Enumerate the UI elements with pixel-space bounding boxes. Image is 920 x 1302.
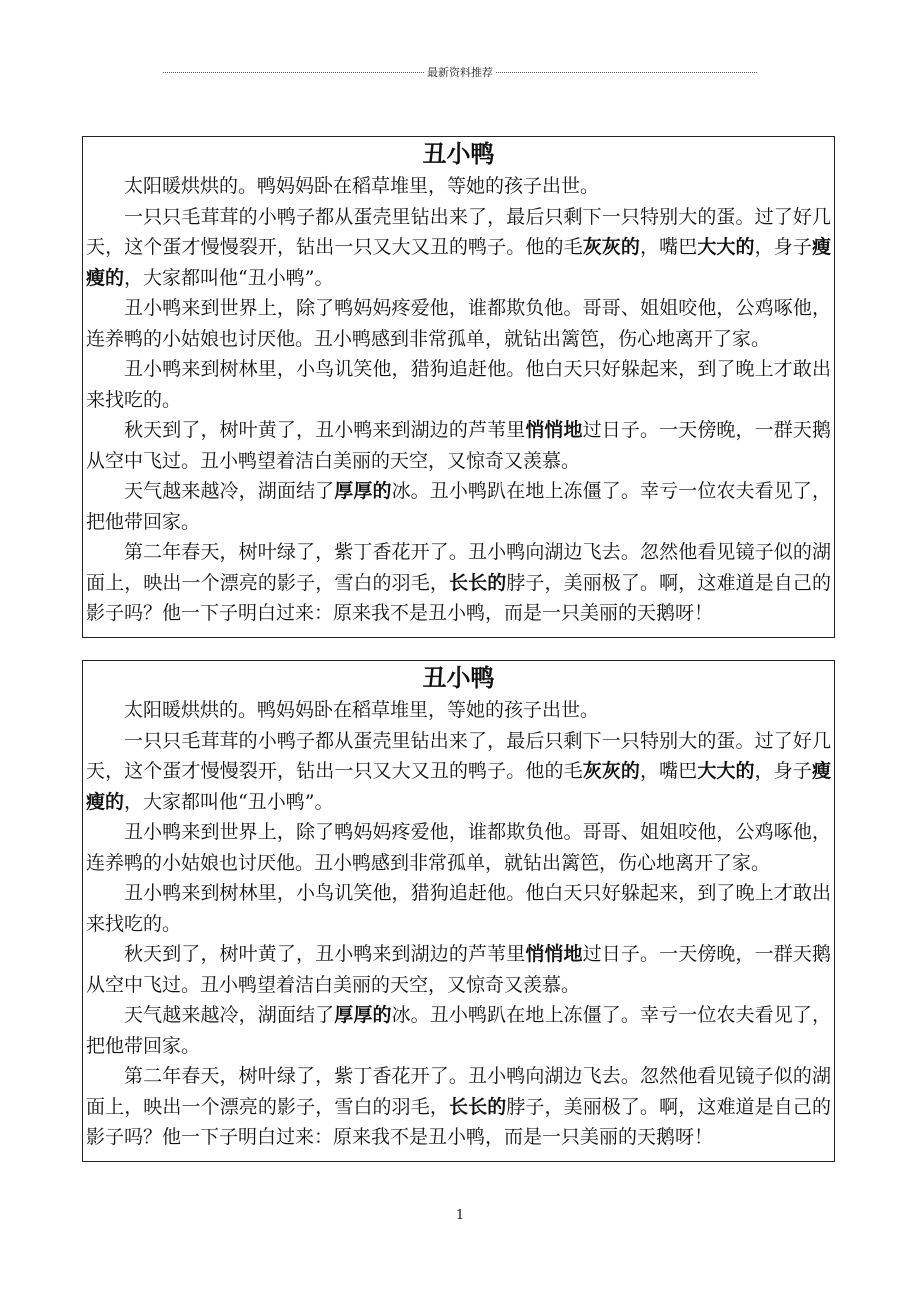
paragraph-text: 第二年春天，树叶绿了，紫丁香花开了。丑小鸭向湖边飞去。忽然他看见镜子似的湖面上，映出一个漂亮的影子，雪白的羽毛， bbox=[86, 541, 831, 594]
paragraph-text: ，身子 bbox=[754, 236, 812, 258]
emphasis-text: 长长的 bbox=[448, 571, 507, 594]
story-paragraph bbox=[86, 1000, 831, 1061]
emphasis-text: 瘦瘦的 bbox=[86, 760, 831, 813]
paragraph-text: 一只只毛茸茸的小鸭子都从蛋壳里钻出来了，最后只剩下一只特别大的蛋。过了好几天，这个蛋才慢慢裂开，钻出一只又大又丑的鸭子。他的毛 bbox=[86, 205, 831, 258]
paragraph-text: 天气越来越冷，湖面结了 bbox=[124, 480, 335, 502]
paragraph-text: 丑小鸭来到树林里，小鸟讥笑他，猎狗追赶他。他白天只好躲起来，到了晚上才敢出来找吃的。 bbox=[86, 882, 831, 935]
paragraph-text: 天气越来越冷，湖面结了 bbox=[124, 1004, 335, 1026]
emphasis-text: 悄悄地 bbox=[525, 419, 583, 441]
emphasis-text: 长长的 bbox=[448, 1095, 507, 1118]
story-paragraph bbox=[86, 415, 831, 476]
paragraph-text: 过日子。一天傍晚，一群天鹅从空中飞过。丑小鸭望着洁白美丽的天空，又惊奇又羡慕。 bbox=[86, 419, 831, 472]
paragraph-text: ，大家都叫他“丑小鸭”。 bbox=[124, 266, 334, 289]
paragraph-text: 过日子。一天傍晚，一群天鹅从空中飞过。丑小鸭望着洁白美丽的天空，又惊奇又羡慕。 bbox=[86, 943, 831, 996]
story-title: 丑小鸭 bbox=[422, 140, 495, 168]
story-paragraph bbox=[86, 476, 831, 537]
emphasis-text: 灰灰的 bbox=[582, 760, 640, 782]
emphasis-text: 大大的 bbox=[697, 760, 755, 782]
story-paragraph bbox=[86, 202, 831, 294]
story-paragraph bbox=[86, 1061, 831, 1153]
emphasis-text: 大大的 bbox=[697, 236, 755, 258]
paragraph-text: 脖子，美丽极了。啊，这难道是自己的影子吗？他一下子明白过来：原来我不是丑小鸭，而是一只美丽的天鹅呀！ bbox=[86, 571, 831, 624]
paragraph-text: 秋天到了，树叶黄了，丑小鸭来到湖边的芦苇里 bbox=[124, 419, 526, 441]
paragraph-text: 脖子，美丽极了。啊，这难道是自己的影子吗？他一下子明白过来：原来我不是丑小鸭，而是一只美丽的天鹅呀！ bbox=[86, 1095, 831, 1148]
paragraph-text: 第二年春天，树叶绿了，紫丁香花开了。丑小鸭向湖边飞去。忽然他看见镜子似的湖面上，映出一个漂亮的影子，雪白的羽毛， bbox=[86, 1065, 831, 1118]
paragraph-text: ，大家都叫他“丑小鸭”。 bbox=[124, 790, 334, 813]
paragraph-text: ，嘴巴 bbox=[640, 760, 698, 782]
story-paragraph bbox=[86, 726, 831, 818]
story-paragraph bbox=[86, 354, 831, 415]
emphasis-text: 悄悄地 bbox=[525, 943, 583, 965]
emphasis-text: 厚厚的 bbox=[334, 1004, 392, 1026]
paragraph-text: 丑小鸭来到世界上，除了鸭妈妈疼爱他，谁都欺负他。哥哥、姐姐咬他，公鸡啄他，连养鸭的小姑娘也讨厌他。丑小鸭感到非常孤单，就钻出篱笆，伤心地离开了家。 bbox=[86, 821, 831, 874]
emphasis-text: 厚厚的 bbox=[334, 480, 392, 502]
header-text: 最新资料推荐 bbox=[427, 66, 493, 79]
story-paragraph bbox=[86, 293, 831, 354]
paragraph-text: 太阳暖烘烘的。鸭妈妈卧在稻草堆里，等她的孩子出世。 bbox=[124, 699, 600, 721]
paragraph-text: ，身子 bbox=[754, 760, 812, 782]
page-number: 1 bbox=[455, 1208, 465, 1223]
story-body bbox=[86, 171, 831, 629]
paragraph-text: 丑小鸭来到世界上，除了鸭妈妈疼爱他，谁都欺负他。哥哥、姐姐咬他，公鸡啄他，连养鸭的小姑娘也讨厌他。丑小鸭感到非常孤单，就钻出篱笆，伤心地离开了家。 bbox=[86, 297, 831, 350]
story-body bbox=[86, 695, 831, 1153]
paragraph-text: 太阳暖烘烘的。鸭妈妈卧在稻草堆里，等她的孩子出世。 bbox=[124, 175, 600, 197]
emphasis-text: 瘦瘦的 bbox=[86, 236, 831, 289]
story-paragraph bbox=[86, 878, 831, 939]
story-paragraph bbox=[86, 817, 831, 878]
story-paragraph bbox=[86, 695, 831, 726]
paragraph-text: ，嘴巴 bbox=[640, 236, 698, 258]
paragraph-text: 一只只毛茸茸的小鸭子都从蛋壳里钻出来了，最后只剩下一只特别大的蛋。过了好几天，这个蛋才慢慢裂开，钻出一只又大又丑的鸭子。他的毛 bbox=[86, 729, 831, 782]
paragraph-text: 丑小鸭来到树林里，小鸟讥笑他，猎狗追赶他。他白天只好躲起来，到了晚上才敢出来找吃的。 bbox=[86, 358, 831, 411]
story-box-copy bbox=[82, 660, 835, 1162]
emphasis-text: 灰灰的 bbox=[582, 236, 640, 258]
story-title: 丑小鸭 bbox=[422, 664, 495, 692]
story-paragraph bbox=[86, 939, 831, 1000]
header-dots-right bbox=[496, 72, 757, 73]
paragraph-text: 秋天到了，树叶黄了，丑小鸭来到湖边的芦苇里 bbox=[124, 943, 526, 965]
header-dots-left bbox=[163, 72, 424, 73]
paragraph-text: 冰。丑小鸭趴在地上冻僵了。幸亏一位农夫看见了，把他带回家。 bbox=[86, 1004, 831, 1057]
story-paragraph bbox=[86, 537, 831, 629]
paragraph-text: 冰。丑小鸭趴在地上冻僵了。幸亏一位农夫看见了，把他带回家。 bbox=[86, 480, 831, 533]
page-header bbox=[163, 64, 757, 80]
story-box bbox=[82, 136, 835, 638]
story-paragraph bbox=[86, 171, 831, 202]
